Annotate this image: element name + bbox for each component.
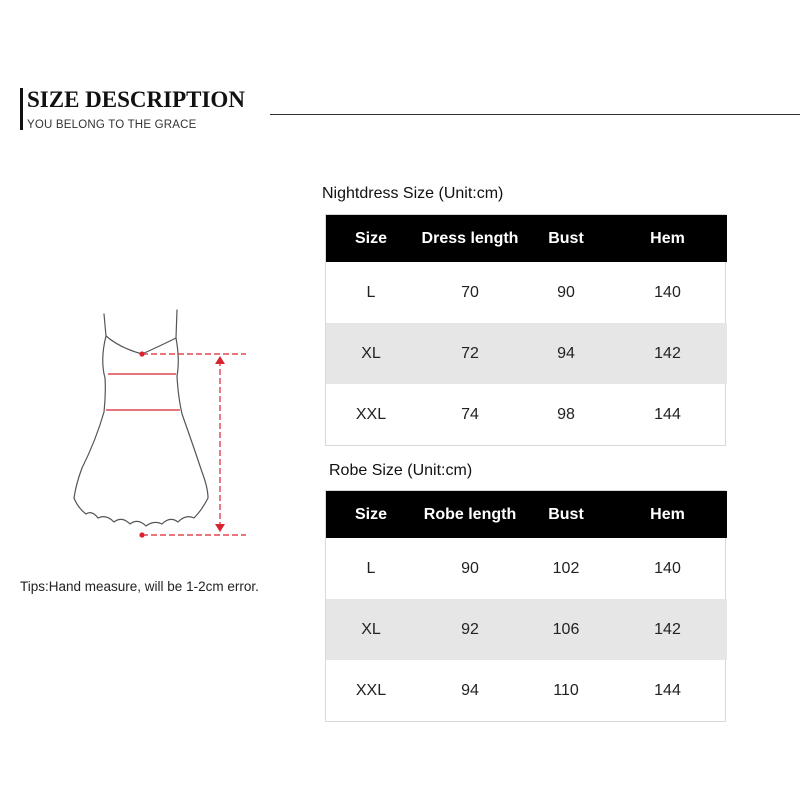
cell-hem: 144 bbox=[654, 405, 681, 423]
cell-length: 74 bbox=[461, 405, 479, 423]
cell-bust: 90 bbox=[557, 283, 575, 301]
cell-size: XXL bbox=[355, 405, 387, 423]
table-header-row bbox=[326, 491, 727, 538]
table-row bbox=[326, 384, 727, 445]
table-row bbox=[326, 262, 727, 323]
measurement-tip: Tips:Hand measure, will be 1-2cm error. bbox=[20, 579, 259, 594]
cell-length: 72 bbox=[416, 323, 524, 384]
column-header-hem: Hem bbox=[608, 215, 727, 262]
cell-length: 90 bbox=[461, 559, 479, 577]
cell-bust: 110 bbox=[553, 681, 579, 699]
column-header-hem: Hem bbox=[608, 491, 727, 538]
cell-size: L bbox=[366, 559, 376, 577]
cell-bust: 94 bbox=[524, 323, 608, 384]
cell-bust: 106 bbox=[524, 599, 608, 660]
table-row bbox=[326, 660, 727, 721]
robe-size-table bbox=[325, 490, 726, 722]
table-row bbox=[326, 599, 727, 660]
column-header-bust: Bust bbox=[524, 215, 608, 262]
cell-size: XXL bbox=[355, 681, 387, 699]
column-header-length: Dress length bbox=[416, 215, 524, 262]
table-header-row bbox=[326, 215, 727, 262]
robe-table-title: Robe Size (Unit:cm) bbox=[329, 462, 473, 479]
cell-hem: 142 bbox=[608, 323, 727, 384]
column-header-bust: Bust bbox=[524, 491, 608, 538]
header-divider bbox=[270, 114, 800, 115]
table-row bbox=[326, 323, 727, 384]
nightdress-table-title: Nightdress Size (Unit:cm) bbox=[322, 185, 504, 202]
column-header-size: Size bbox=[326, 491, 416, 538]
column-header-size: Size bbox=[326, 215, 416, 262]
dress-sketch-icon bbox=[60, 300, 260, 550]
cell-length: 70 bbox=[461, 283, 479, 301]
cell-hem: 144 bbox=[654, 681, 681, 699]
cell-hem: 140 bbox=[654, 283, 681, 301]
cell-length: 92 bbox=[416, 599, 524, 660]
nightdress-size-table bbox=[325, 214, 726, 446]
column-header-length: Robe length bbox=[416, 491, 524, 538]
cell-size: XL bbox=[326, 323, 416, 384]
cell-size: L bbox=[366, 283, 376, 301]
cell-length: 94 bbox=[461, 681, 479, 699]
cell-bust: 102 bbox=[552, 559, 580, 577]
page-subtitle: YOU BELONG TO THE GRACE bbox=[27, 119, 197, 131]
cell-hem: 142 bbox=[608, 599, 727, 660]
cell-size: XL bbox=[326, 599, 416, 660]
cell-bust: 98 bbox=[557, 405, 575, 423]
cell-hem: 140 bbox=[654, 559, 681, 577]
table-row bbox=[326, 538, 727, 599]
page-title: SIZE DESCRIPTION bbox=[27, 87, 245, 112]
header-accent-bar bbox=[20, 88, 23, 130]
